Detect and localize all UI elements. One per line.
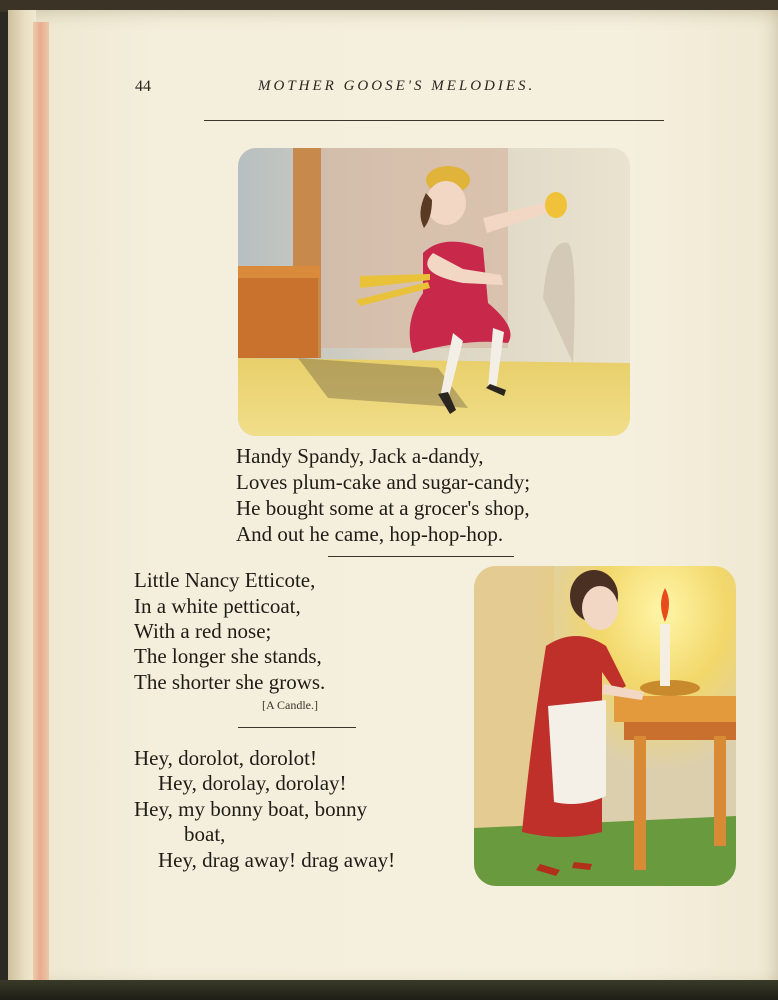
- poem-2-line-3: With a red nose;: [134, 619, 272, 643]
- running-title: MOTHER GOOSE'S MELODIES.: [258, 78, 536, 94]
- poem-3-line-5: Hey, drag away! drag away!: [158, 848, 396, 872]
- book-cover-bottom: [0, 980, 778, 1000]
- page-number: 44: [135, 78, 151, 95]
- header-rule: [204, 120, 664, 121]
- page-edge: [8, 10, 36, 988]
- poem-2-line-2: In a white petticoat,: [134, 594, 301, 618]
- poem-separator-2: [238, 727, 356, 728]
- illustration-candle-girl: [474, 566, 736, 886]
- illustration-dancing-girl: [238, 148, 630, 436]
- poem-1-line-1: Handy Spandy, Jack a-dandy,: [236, 444, 484, 468]
- poem-1-line-4: And out he came, hop-hop-hop.: [236, 522, 504, 546]
- poem-3-line-4: boat,: [184, 822, 226, 846]
- poem-2-line-4: The longer she stands,: [134, 644, 322, 668]
- poem-3-line-1: Hey, dorolot, dorolot!: [134, 746, 317, 770]
- poem-3-line-3: Hey, my bonny boat, bonny: [134, 797, 368, 821]
- poem-2-line-1: Little Nancy Etticote,: [134, 568, 316, 592]
- poem-separator: [328, 556, 514, 557]
- poem-3-line-2: Hey, dorolay, dorolay!: [158, 771, 347, 795]
- riddle-answer: [A Candle.]: [262, 698, 318, 712]
- candle-girl-image: [474, 566, 736, 886]
- dancing-girl-image: [238, 148, 630, 436]
- spine-stripe: [33, 22, 49, 982]
- poem-2-line-5: The shorter she grows.: [134, 670, 326, 694]
- poem-1-line-3: He bought some at a grocer's shop,: [236, 496, 530, 520]
- poem-1-line-2: Loves plum-cake and sugar-candy;: [236, 470, 531, 494]
